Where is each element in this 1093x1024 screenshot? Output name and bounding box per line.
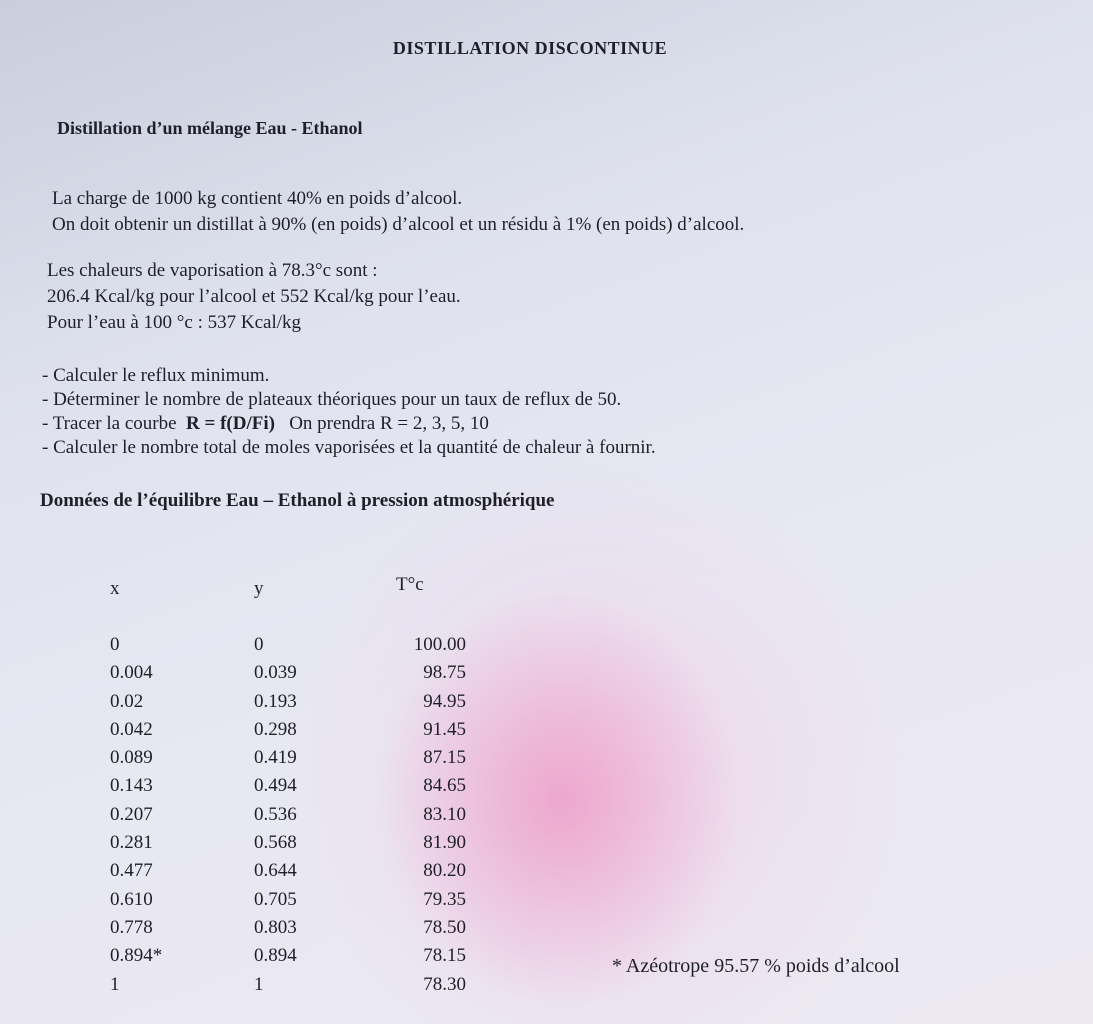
table-cell: 98.75	[423, 662, 466, 684]
heat-line: Pour l’eau à 100 °c : 537 Kcal/kg	[47, 312, 302, 333]
table-cell: 0.477	[110, 860, 153, 882]
task-text: On prendra R = 2, 3, 5, 10	[289, 413, 489, 434]
table-cell: 0.419	[254, 747, 297, 769]
table-cell: 79.35	[423, 888, 466, 910]
task-text: - Tracer la courbe	[42, 413, 177, 434]
table-cell: 0.089	[110, 747, 153, 769]
column-x	[110, 578, 162, 1002]
task-item: - Déterminer le nombre de plateaux théoriques pour un taux de reflux de 50.	[42, 389, 622, 410]
table-cell: 81.90	[423, 832, 466, 854]
table-cell: 0	[254, 634, 264, 655]
statement-line: La charge de 1000 kg contient 40% en poids d’alcool.	[52, 188, 463, 209]
table-cell: 0.536	[254, 803, 297, 825]
task-list	[42, 364, 656, 460]
azeotrope-footnote: * Azéotrope 95.57 % poids d’alcool	[612, 955, 900, 977]
column-temperature	[396, 574, 466, 1002]
table-cell: 94.95	[423, 690, 466, 712]
column-header-y: y	[254, 578, 264, 599]
table-cell: 87.15	[423, 747, 466, 769]
heat-line: 206.4 Kcal/kg pour l’alcool et 552 Kcal/kg pour l’eau.	[47, 286, 461, 307]
task-formula: R = f(D/Fi)	[186, 413, 275, 434]
table-cell: 0.042	[110, 718, 153, 740]
column-header-x: x	[110, 578, 120, 599]
table-cell: 0.610	[110, 888, 153, 910]
table-cell: 78.30	[423, 973, 466, 995]
table-cell: 80.20	[423, 860, 466, 882]
table-cell: 0.193	[254, 690, 297, 712]
table-cell: 0.803	[254, 916, 297, 938]
heat-data	[47, 258, 461, 336]
table-cell: 0.778	[110, 916, 153, 938]
heat-line: Les chaleurs de vaporisation à 78.3°c sont :	[47, 260, 378, 281]
table-cell: 84.65	[423, 775, 466, 797]
table-cell: 0.894	[254, 945, 297, 967]
table-cell: 0.207	[110, 803, 153, 825]
table-cell: 0.281	[110, 832, 153, 854]
table-cell: 0.644	[254, 860, 297, 882]
table-cell: 1	[110, 973, 120, 995]
table-cell: 0.705	[254, 888, 297, 910]
column-header-temperature: T°c	[396, 574, 424, 595]
task-item	[42, 412, 656, 436]
table-cell: 0.039	[254, 662, 297, 684]
document-title: DISTILLATION DISCONTINUE	[392, 38, 668, 58]
statement-line: On doit obtenir un distillat à 90% (en poids) d’alcool et un résidu à 1% (en poids) d’alcool.	[52, 214, 745, 235]
table-cell: 0.143	[110, 775, 153, 797]
table-cell: 0.004	[110, 662, 153, 684]
table-cell: 0.894*	[110, 945, 163, 967]
table-cell: 0.02	[110, 690, 144, 712]
task-item: - Calculer le reflux minimum.	[42, 365, 270, 386]
column-y	[254, 578, 297, 1002]
table-cell: 0.568	[254, 832, 297, 854]
table-cell: 100.00	[413, 634, 466, 655]
task-item: - Calculer le nombre total de moles vaporisées et la quantité de chaleur à fournir.	[42, 437, 656, 458]
table-cell: 78.15	[423, 945, 466, 967]
document-subtitle: Distillation d’un mélange Eau - Ethanol	[57, 118, 363, 138]
table-cell: 0	[110, 634, 120, 655]
table-cell: 0.298	[254, 718, 297, 740]
table-cell: 78.50	[423, 916, 466, 938]
table-cell: 0.494	[254, 775, 297, 797]
table-cell: 1	[254, 973, 264, 995]
table-cell: 83.10	[423, 803, 466, 825]
table-cell: 91.45	[423, 718, 466, 740]
table-title: Données de l’équilibre Eau – Ethanol à pression atmosphérique	[40, 490, 555, 511]
problem-statement	[52, 186, 744, 238]
